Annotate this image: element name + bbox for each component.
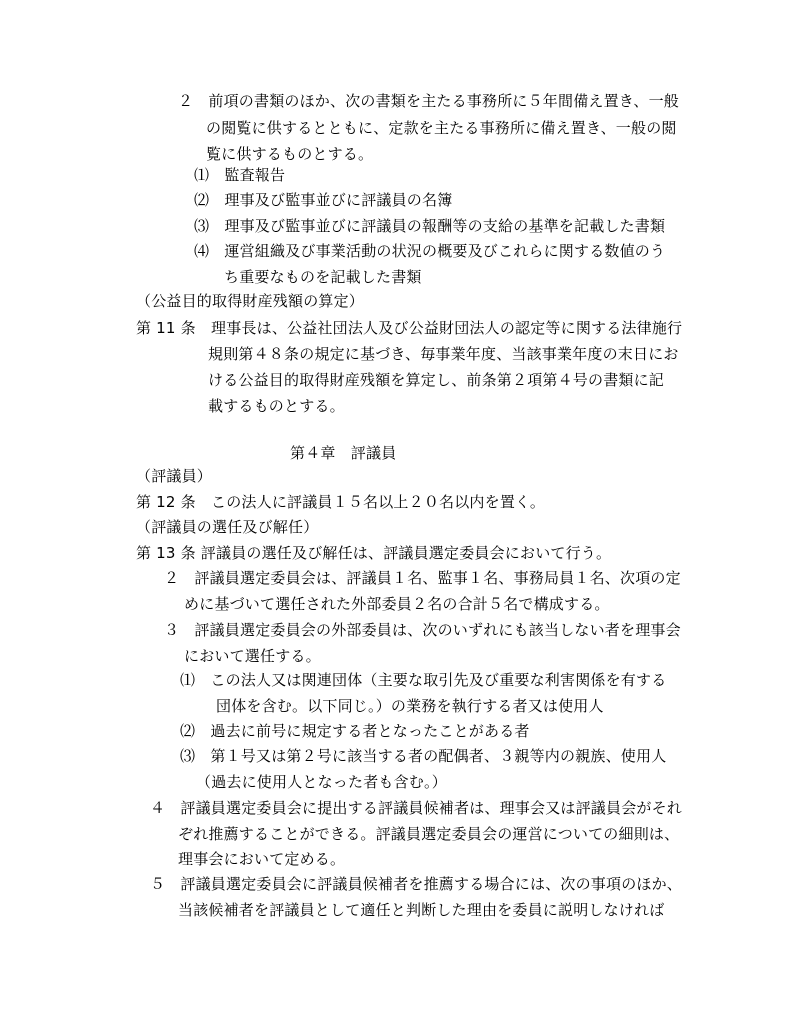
section-caption: （公益目的取得財産残額の算定） bbox=[136, 292, 365, 310]
chapter-heading: 第４章 評議員 bbox=[290, 444, 397, 462]
text-line: 団体を含む。以下同じ。）の業務を執行する者又は使用人 bbox=[216, 697, 604, 715]
text-line: 覧に供するものとする。 bbox=[206, 145, 374, 163]
article-line: 第 11 条 理事長は、公益社団法人及び公益財団法人の認定等に関する法律施行 bbox=[136, 319, 683, 337]
section-caption: （評議員の選任及び解任） bbox=[136, 518, 319, 536]
text-line: 理事会において定める。 bbox=[178, 850, 346, 868]
text-line: ３ 評議員選定委員会の外部委員は、次のいずれにも該当しない者を理事会 bbox=[164, 621, 681, 639]
text-line: ち重要なものを記載した書類 bbox=[224, 268, 422, 286]
text-line: 当該候補者を評議員として適任と判断した理由を委員に説明しなければ bbox=[178, 901, 665, 919]
text-line: めに基づいて選任された外部委員２名の合計５名で構成する。 bbox=[184, 595, 610, 613]
section-caption: （評議員） bbox=[136, 467, 213, 485]
text-line: ⑷ 運営組織及び事業活動の状況の概要及びこれらに関する数値のう bbox=[194, 242, 666, 260]
text-line: ⑵ 理事及び監事並びに評議員の名簿 bbox=[194, 191, 453, 209]
text-line: ⑵ 過去に前号に規定する者となったことがある者 bbox=[180, 722, 530, 740]
text-line: 載するものとする。 bbox=[208, 397, 345, 415]
text-line: ５ 評議員選定委員会に評議員候補者を推薦する場合には、次の事項のほか、 bbox=[150, 875, 683, 893]
text-line: の閲覧に供するとともに、定款を主たる事務所に備え置き、一般の閲 bbox=[206, 119, 677, 137]
text-line: において選任する。 bbox=[184, 647, 321, 665]
text-line: ⑴ 監査報告 bbox=[194, 166, 286, 184]
text-line: ⑶ 理事及び監事並びに評議員の報酬等の支給の基準を記載した書類 bbox=[194, 217, 666, 235]
article-line: 第 13 条 評議員の選任及び解任は、評議員選定委員会において行う。 bbox=[136, 544, 612, 562]
text-line: ４ 評議員選定委員会に提出する評議員候補者は、理事会又は評議員会がそれ bbox=[150, 799, 683, 817]
text-line: 規則第４８条の規定に基づき、毎事業年度、当該事業年度の末日にお bbox=[208, 345, 679, 363]
text-line: ⑴ この法人又は関連団体（主要な取引先及び重要な利害関係を有する bbox=[180, 671, 667, 689]
text-line: ２ 前項の書類のほか、次の書類を主たる事務所に５年間備え置き、一般 bbox=[178, 92, 680, 110]
text-line: （過去に使用人となった者も含む。） bbox=[196, 773, 447, 791]
text-line: ２ 評議員選定委員会は、評議員１名、監事１名、事務局員１名、次項の定 bbox=[164, 569, 681, 587]
article-line: 第 12 条 この法人に評議員１５名以上２０名以内を置く。 bbox=[136, 493, 546, 511]
text-line: ける公益目的取得財産残額を算定し、前条第２項第４号の書類に記 bbox=[208, 371, 665, 389]
text-line: ぞれ推薦することができる。評議員選定委員会の運営についての細則は、 bbox=[178, 825, 680, 843]
text-line: ⑶ 第１号又は第２号に該当する者の配偶者、３親等内の親族、使用人 bbox=[180, 747, 667, 765]
